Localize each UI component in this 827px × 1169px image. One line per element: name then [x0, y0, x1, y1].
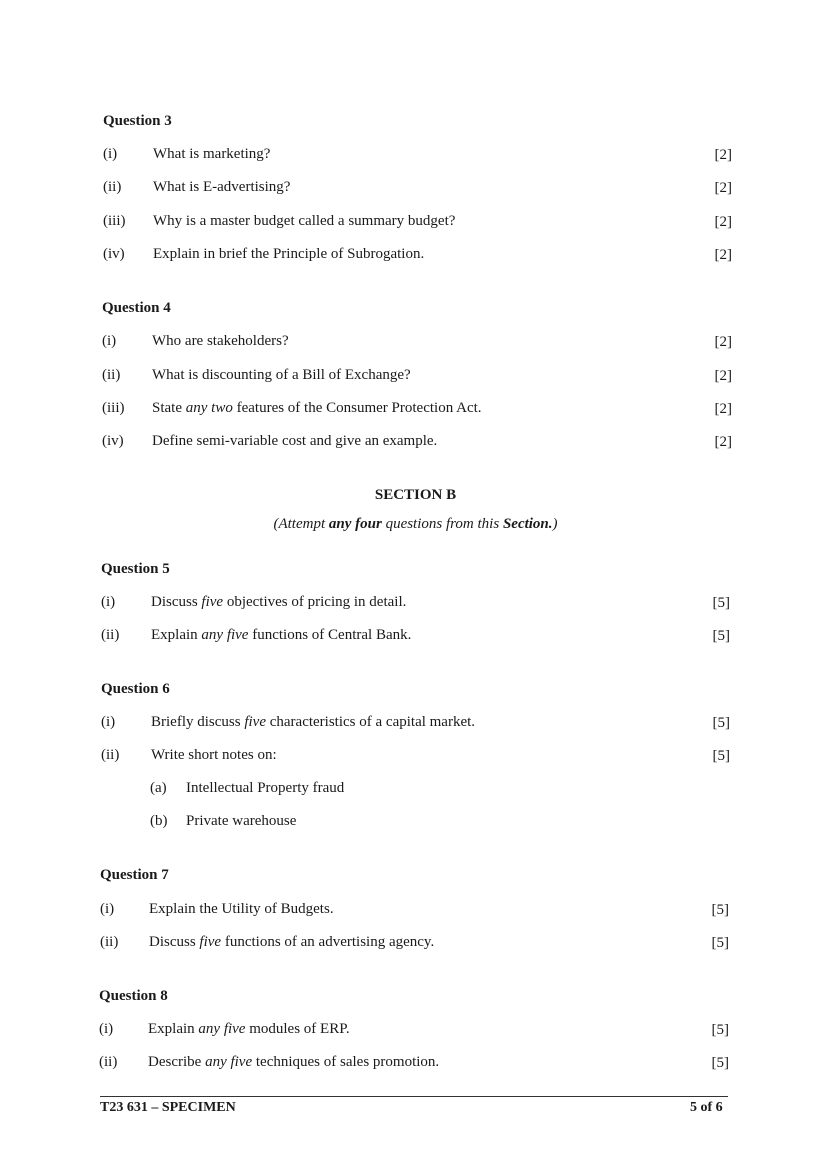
q7-i-marks: [5] — [711, 902, 729, 918]
q8-i-marks: [5] — [711, 1022, 729, 1038]
q4-iv-text: Define semi-variable cost and give an example. — [152, 433, 438, 449]
q3-ii-text: What is E-advertising? — [153, 179, 291, 195]
q4-iv-marks: [2] — [714, 434, 732, 450]
q6-i-number: (i) — [101, 714, 116, 730]
q5-i-number: (i) — [101, 594, 116, 610]
q8-ii-number: (ii) — [99, 1054, 118, 1070]
q3-iii-text: Why is a master budget called a summary budget? — [153, 213, 456, 229]
q8-i-number: (i) — [99, 1021, 114, 1037]
q6-ii-marks: [5] — [712, 748, 730, 764]
footer-paper-code: T23 631 – SPECIMEN — [100, 1100, 236, 1115]
q5-ii-marks: [5] — [712, 628, 730, 644]
q5-i-text: Discuss five objectives of pricing in detail. — [151, 594, 407, 610]
q7-i-text: Explain the Utility of Budgets. — [149, 901, 334, 917]
q3-i-text: What is marketing? — [153, 146, 271, 162]
q3-iv-marks: [2] — [714, 247, 732, 263]
q7-ii-marks: [5] — [711, 935, 729, 951]
q8-ii-marks: [5] — [711, 1055, 729, 1071]
q7-i-number: (i) — [100, 901, 115, 917]
q6-ii-a-text: Intellectual Property fraud — [186, 780, 345, 796]
q8-i-text: Explain any five modules of ERP. — [148, 1021, 350, 1037]
question-5-title: Question 5 — [101, 561, 170, 577]
q3-iii-number: (iii) — [103, 213, 126, 229]
q6-ii-text: Write short notes on: — [151, 747, 277, 763]
q4-iii-marks: [2] — [714, 401, 732, 417]
q3-i-number: (i) — [103, 146, 118, 162]
q3-iv-number: (iv) — [103, 246, 125, 262]
q4-ii-marks: [2] — [714, 368, 732, 384]
q5-ii-number: (ii) — [101, 627, 120, 643]
q4-iii-text: State any two features of the Consumer Protection Act. — [152, 400, 482, 416]
question-7-title: Question 7 — [100, 867, 169, 883]
q4-i-text: Who are stakeholders? — [152, 333, 289, 349]
question-3-title: Question 3 — [103, 113, 172, 129]
q4-ii-number: (ii) — [102, 367, 121, 383]
q6-i-text: Briefly discuss five characteristics of a capital market. — [151, 714, 476, 730]
q3-i-marks: [2] — [714, 147, 732, 163]
section-b-heading: SECTION B — [374, 487, 457, 503]
q3-ii-number: (ii) — [103, 179, 122, 195]
q3-ii-marks: [2] — [714, 180, 732, 196]
q3-iv-text: Explain in brief the Principle of Subrogation. — [153, 246, 425, 262]
footer-page-number: 5 of 6 — [690, 1100, 723, 1115]
footer-rule — [100, 1096, 728, 1097]
q4-i-number: (i) — [102, 333, 117, 349]
q6-ii-b-number: (b) — [150, 813, 168, 829]
q7-ii-number: (ii) — [100, 934, 119, 950]
section-b-instruction: (Attempt any four questions from this Section.) — [273, 516, 558, 532]
q4-iv-number: (iv) — [102, 433, 124, 449]
question-4-title: Question 4 — [102, 300, 171, 316]
q4-i-marks: [2] — [714, 334, 732, 350]
q5-i-marks: [5] — [712, 595, 730, 611]
question-6-title: Question 6 — [101, 681, 170, 697]
q3-iii-marks: [2] — [714, 214, 732, 230]
q6-i-marks: [5] — [712, 715, 730, 731]
q6-ii-a-number: (a) — [150, 780, 167, 796]
q6-ii-b-text: Private warehouse — [186, 813, 297, 829]
q8-ii-text: Describe any five techniques of sales promotion. — [148, 1054, 440, 1070]
q4-iii-number: (iii) — [102, 400, 125, 416]
q6-ii-number: (ii) — [101, 747, 120, 763]
q4-ii-text: What is discounting of a Bill of Exchange? — [152, 367, 411, 383]
q7-ii-text: Discuss five functions of an advertising agency. — [149, 934, 435, 950]
q5-ii-text: Explain any five functions of Central Bank. — [151, 627, 412, 643]
question-8-title: Question 8 — [99, 988, 168, 1004]
